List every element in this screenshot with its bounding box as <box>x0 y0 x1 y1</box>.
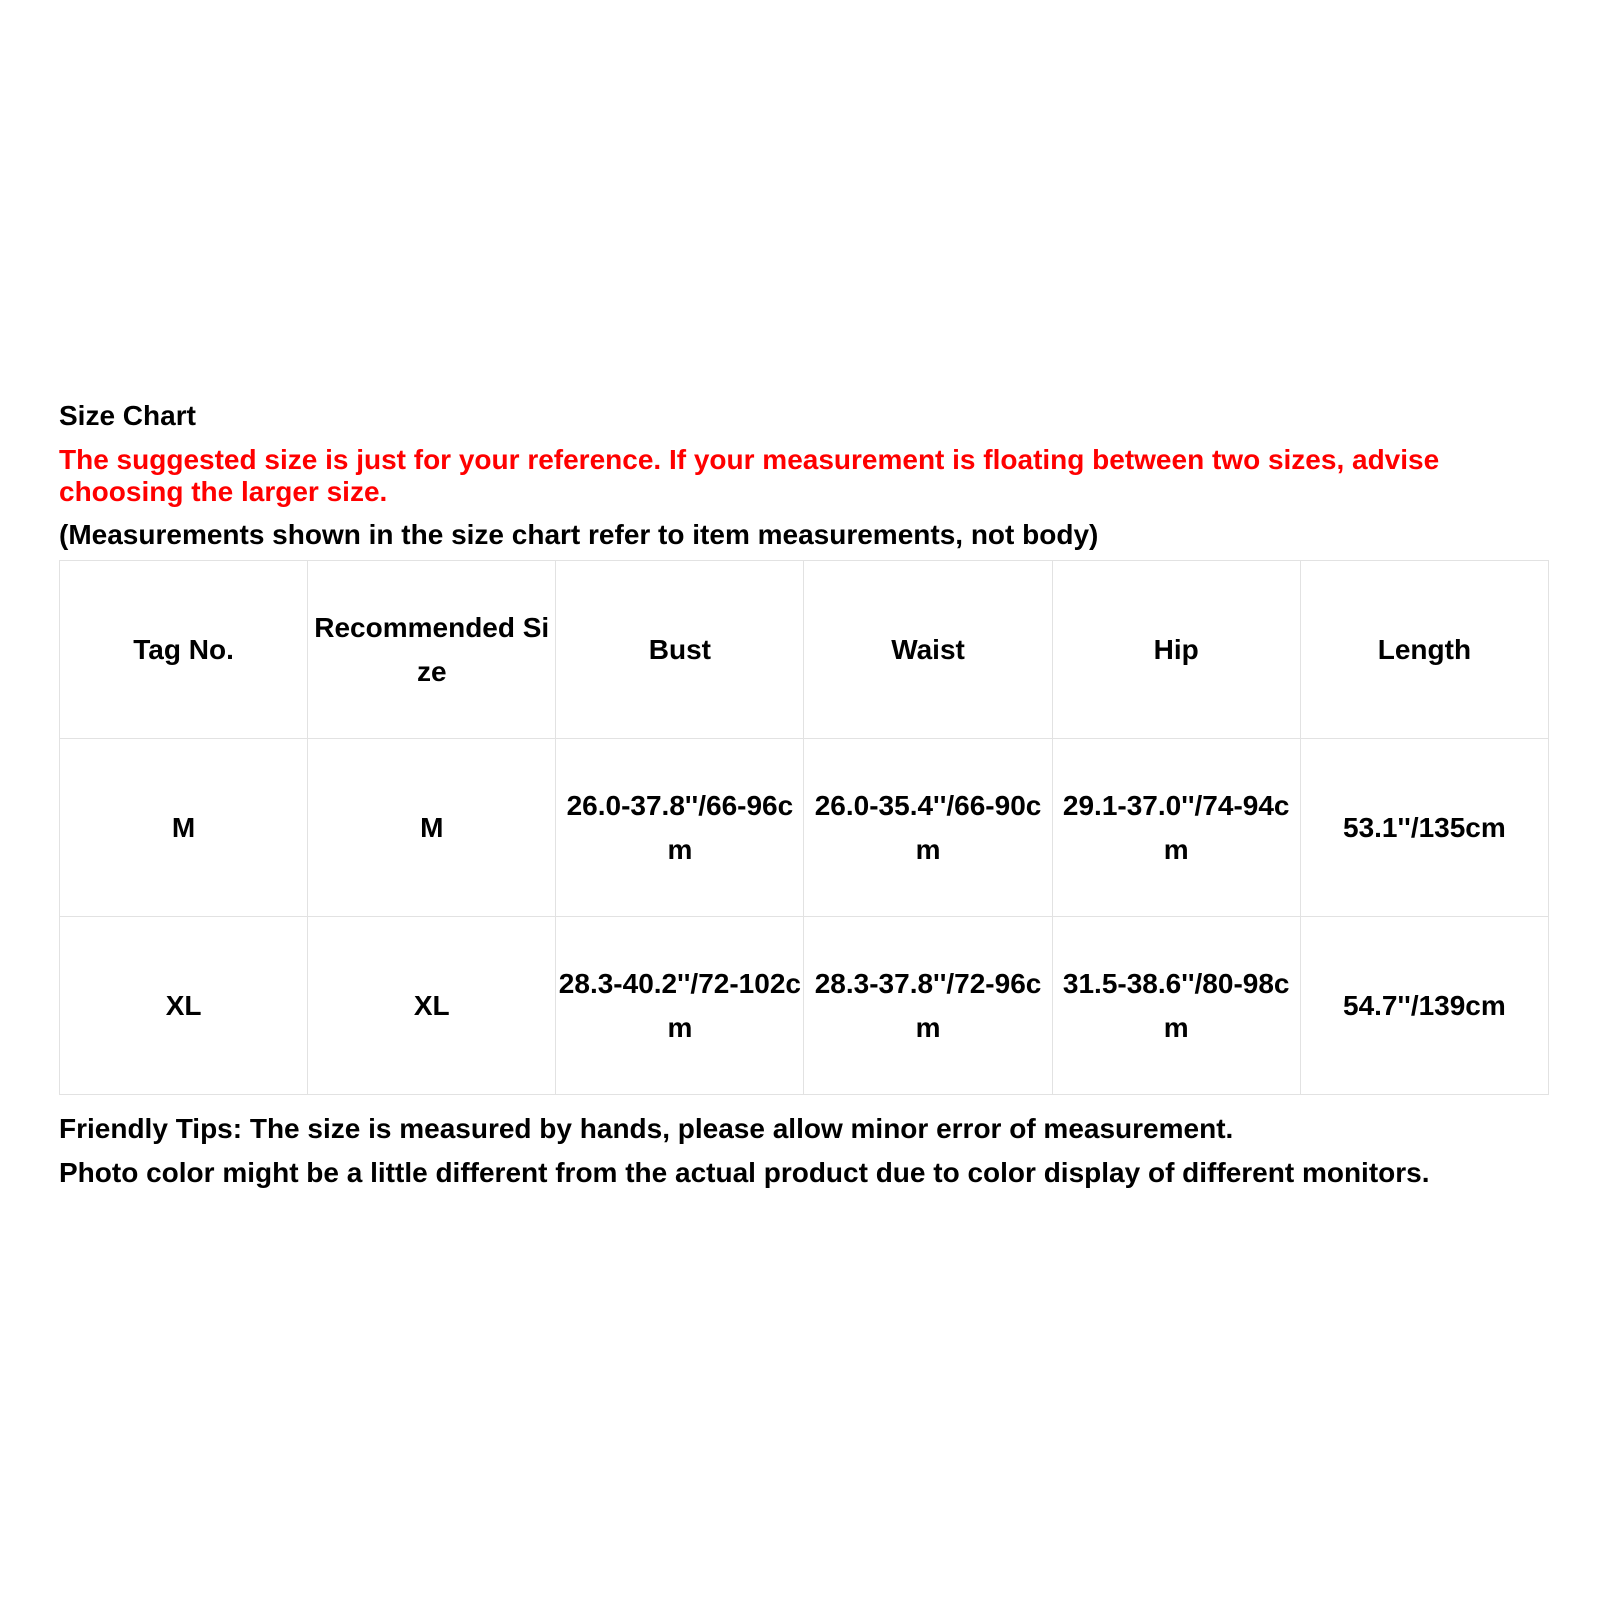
cell-hip: 29.1-37.0''/74-94cm <box>1052 739 1300 917</box>
size-table <box>59 560 1549 1095</box>
tip-photo-color: Photo color might be a little different from the actual product due to color display of different monitors. <box>59 1157 1430 1188</box>
cell-recommended-size: M <box>308 739 556 917</box>
table-header-row <box>60 561 1549 739</box>
header-waist: Waist <box>804 561 1052 739</box>
cell-hip: 31.5-38.6''/80-98cm <box>1052 917 1300 1095</box>
cell-recommended-size: XL <box>308 917 556 1095</box>
cell-tag-no: XL <box>60 917 308 1095</box>
size-chart-section <box>59 400 1549 1195</box>
header-recommended-size: Recommended Size <box>308 561 556 739</box>
cell-length: 53.1''/135cm <box>1300 739 1548 917</box>
cell-waist: 28.3-37.8''/72-96cm <box>804 917 1052 1095</box>
table-row <box>60 917 1549 1095</box>
cell-bust: 26.0-37.8''/66-96cm <box>556 739 804 917</box>
friendly-tips <box>59 1107 1549 1195</box>
header-tag-no: Tag No. <box>60 561 308 739</box>
tip-measurement: Friendly Tips: The size is measured by hands, please allow minor error of measurement. <box>59 1113 1234 1144</box>
page-title: Size Chart <box>59 400 196 431</box>
header-hip: Hip <box>1052 561 1300 739</box>
size-notice: The suggested size is just for your reference. If your measurement is floating between two sizes, advise choosing the larger size. <box>59 444 1440 507</box>
cell-tag-no: M <box>60 739 308 917</box>
table-row <box>60 739 1549 917</box>
cell-waist: 26.0-35.4''/66-90cm <box>804 739 1052 917</box>
cell-bust: 28.3-40.2''/72-102cm <box>556 917 804 1095</box>
measurement-note: (Measurements shown in the size chart refer to item measurements, not body) <box>59 519 1099 550</box>
header-bust: Bust <box>556 561 804 739</box>
header-length: Length <box>1300 561 1548 739</box>
cell-length: 54.7''/139cm <box>1300 917 1548 1095</box>
